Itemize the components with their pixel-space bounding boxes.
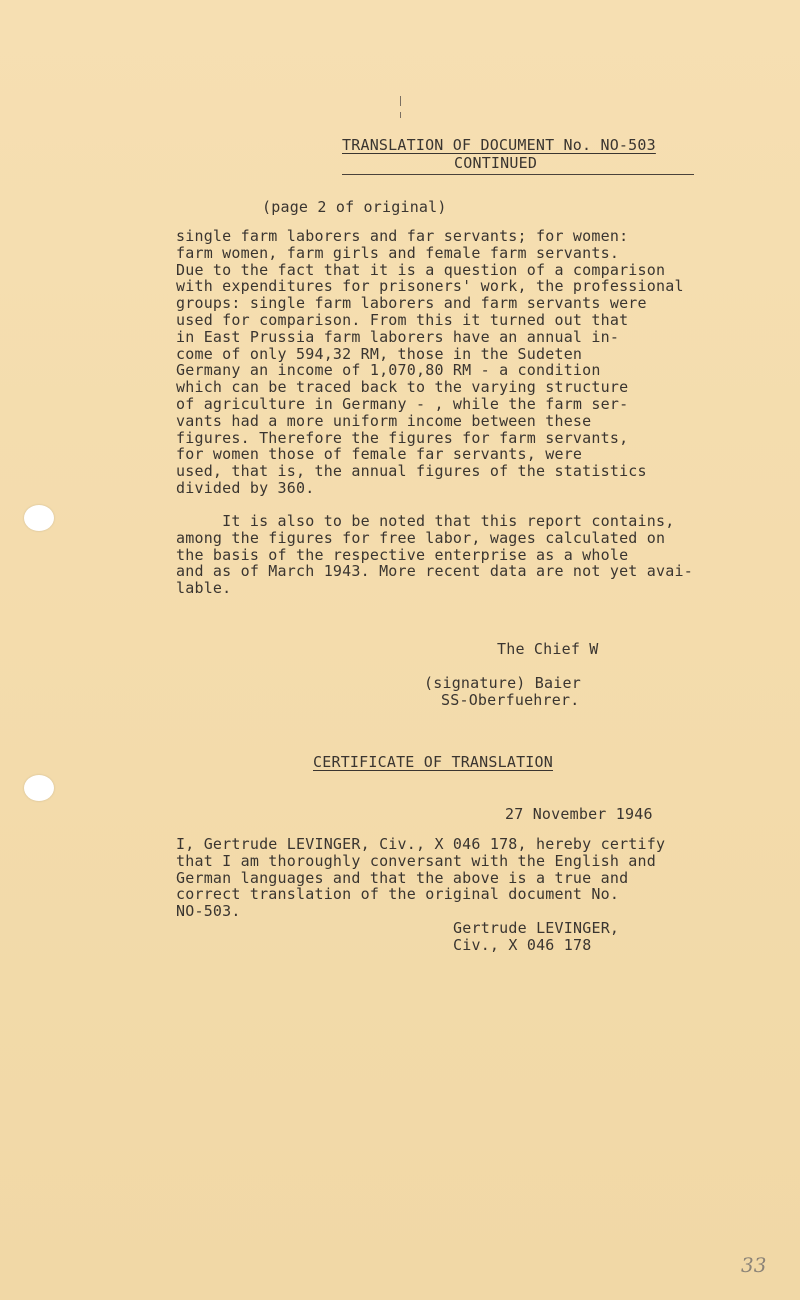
title-divider (342, 174, 694, 175)
body-paragraph-2: It is also to be noted that this report contains, among the figures for free labor, wages calculated on the basis of the respective enterprise as a whole and as of March 1943. More recent data are not yet avai- lable. (176, 512, 693, 598)
signature-note: (signature) Baier (424, 674, 581, 692)
punch-hole (24, 505, 54, 531)
page-number: 33 (741, 1253, 767, 1277)
stray-mark (400, 96, 401, 106)
page-note: (page 2 of original) (262, 198, 447, 216)
certificate-body: I, Gertrude LEVINGER, Civ., X 046 178, hereby certify that I am thoroughly conversant with the English and German languages and that the above is a true and correct translation of the original document No. NO-503. (176, 835, 666, 921)
translator-id: Civ., X 046 178 (453, 936, 592, 954)
translator-name: Gertrude LEVINGER, (453, 919, 620, 937)
closing-title: The Chief W (497, 640, 599, 658)
stray-mark (400, 112, 401, 118)
punch-hole (24, 775, 54, 801)
document-title-block (342, 136, 702, 172)
document-title: TRANSLATION OF DOCUMENT No. NO-503 (342, 136, 656, 154)
certificate-heading: CERTIFICATE OF TRANSLATION (313, 753, 553, 771)
document-subtitle: CONTINUED (454, 154, 538, 172)
body-paragraph-1: single farm laborers and far servants; for women: farm women, farm girls and female farm servants. Due to the fact that it is a question of a comparison with expenditures for prisoners' work, the professional groups: single farm laborers and farm servants were used for comparison. From this it turned out that in East Prussia farm laborers have an annual in- come of only 594,32 RM, those in the Sudeten Germany an income of 1,070,80 RM - a condition which can be traced back to the varying structure of agriculture in Germany - , while the farm ser- vants had a more uniform income between these figures. Therefore the figures for farm servants, for women those of female far servants, were used, that is, the annual figures of the statistics divided by 360. (176, 227, 684, 497)
signer-rank: SS-Oberfuehrer. (441, 691, 580, 709)
certificate-date: 27 November 1946 (505, 805, 653, 823)
